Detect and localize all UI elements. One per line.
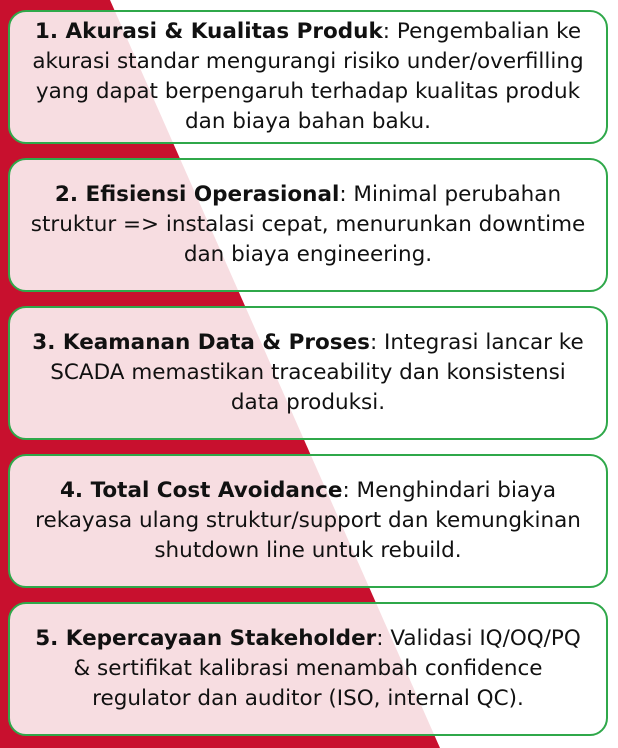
card-title: 1. Akurasi & Kualitas Produk xyxy=(34,19,383,44)
card-content xyxy=(24,328,592,418)
card-content xyxy=(24,17,592,137)
card-accuracy-quality xyxy=(8,10,608,144)
card-text: : Minimal perubahan struktur => instalasi cepat, menurunkan downtime dan biaya engineering. xyxy=(30,182,586,267)
card-text: : Pengembalian ke akurasi standar mengurangi risiko under/overfilling yang dapat berpengaruh terhadap kualitas produk dan biaya bahan baku. xyxy=(32,19,584,134)
card-title: 3. Keamanan Data & Proses xyxy=(32,330,370,355)
card-stakeholder-trust xyxy=(8,602,608,736)
card-text: : Integrasi lancar ke SCADA memastikan traceability dan konsistensi data produksi. xyxy=(50,330,584,415)
card-text: : Menghindari biaya rekayasa ulang struktur/support dan kemungkinan shutdown line untuk rebuild. xyxy=(35,478,581,563)
card-title: 2. Efisiensi Operasional xyxy=(54,182,340,207)
card-content xyxy=(24,624,592,714)
card-title: 5. Kepercayaan Stakeholder xyxy=(35,626,377,651)
card-content xyxy=(24,180,592,270)
card-title: 4. Total Cost Avoidance xyxy=(59,478,343,503)
card-data-process-security xyxy=(8,306,608,440)
card-content xyxy=(24,476,592,566)
card-operational-efficiency xyxy=(8,158,608,292)
card-total-cost-avoidance xyxy=(8,454,608,588)
card-text: : Validasi IQ/OQ/PQ & sertifikat kalibrasi menambah confidence regulator dan auditor (ISO, internal QC). xyxy=(73,626,581,711)
